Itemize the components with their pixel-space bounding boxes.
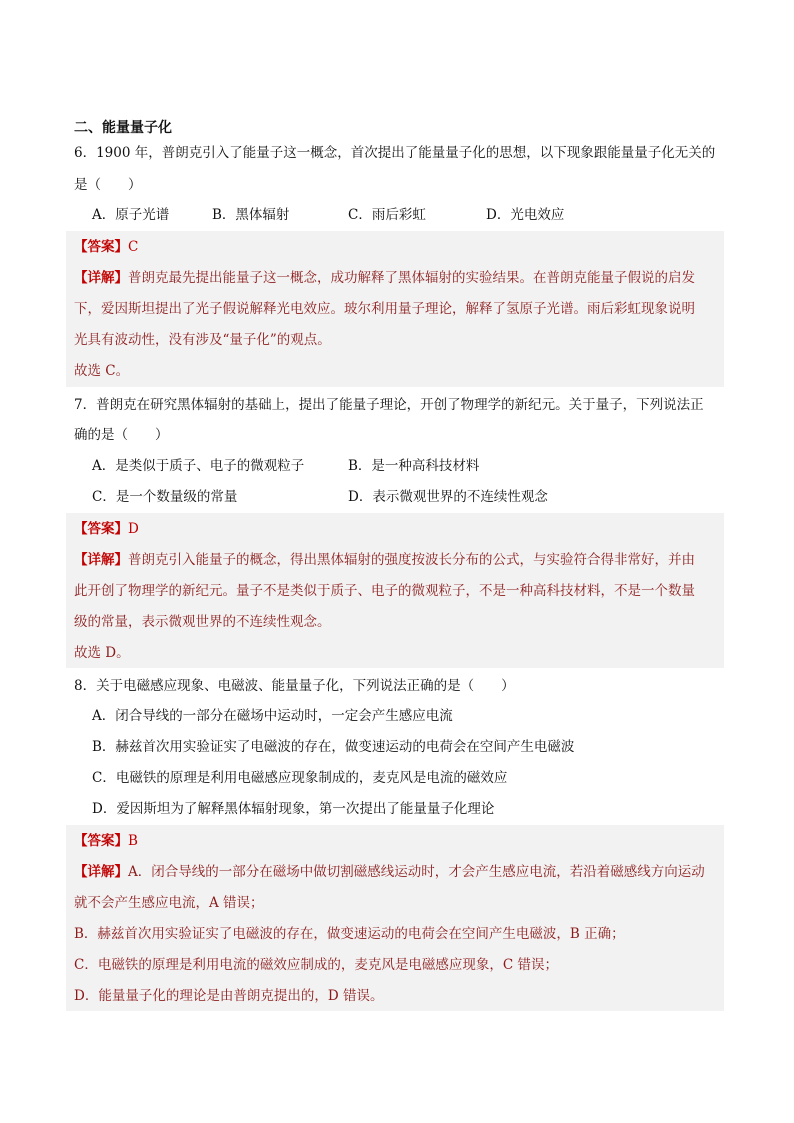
q7-answer-value: D — [128, 521, 139, 537]
q8-answer — [74, 831, 138, 851]
q8-option-d-row — [92, 799, 732, 821]
q8-detail-line3: B．赫兹首次用实验证实了电磁波的存在，做变速运动的电荷会在空间产生电磁波，B 正确； — [74, 926, 625, 942]
q8-answer-panel — [66, 825, 724, 1011]
q8-answer-value: B — [128, 833, 138, 849]
q6-detail-line3: 光具有波动性，没有涉及“量子化”的观点。 — [74, 332, 331, 348]
q6-option-d: D．光电效应 — [486, 207, 565, 223]
q7-option-a: A．是类似于质子、电子的微观粒子 — [92, 458, 305, 474]
q6-detail-label: 【详解】 — [74, 270, 128, 286]
q8-option-b-row — [92, 737, 732, 759]
q8-option-a: A．闭合导线的一部分在磁场中运动时，一定会产生感应电流 — [92, 708, 453, 724]
q8-option-b: B．赫兹首次用实验证实了电磁波的存在，做变速运动的电荷会在空间产生电磁波 — [92, 739, 575, 755]
q7-conclusion: 故选 D。 — [74, 645, 130, 661]
q6-option-c: C．雨后彩虹 — [348, 207, 426, 223]
q6-option-a: A．原子光谱 — [92, 207, 170, 223]
q8-detail-label: 【详解】 — [74, 864, 128, 880]
q7-answer — [74, 519, 139, 539]
q7-stem-line1: 7．普朗克在研究黑体辐射的基础上，提出了能量子理论，开创了物理学的新纪元。关于量子，下列说法正 — [74, 397, 704, 413]
q8-detail-text1: A．闭合导线的一部分在磁场中做切割磁感线运动时，才会产生感应电流，若沿着磁感线方向运动 — [128, 864, 705, 880]
q8-option-a-row — [92, 706, 732, 728]
q8-option-c: C．电磁铁的原理是利用电磁感应现象制成的，麦克风是电流的磁效应 — [92, 770, 508, 786]
q6-stem-line1: 6．1900 年，普朗克引入了能量子这一概念，首次提出了能量量子化的思想，以下现象跟能量量子化无关的 — [74, 145, 716, 161]
q7-detail-line2: 此开创了物理学的新纪元。量子不是类似于质子、电子的微观粒子，不是一种高科技材料，不是一个数量 — [74, 583, 695, 599]
q6-detail-line2: 下，爱因斯坦提出了光子假说解释光电效应。玻尔利用量子理论，解释了氢原子光谱。雨后彩虹现象说明 — [74, 301, 695, 317]
q8-option-c-row — [92, 768, 732, 790]
q6-conclusion: 故选 C。 — [74, 363, 130, 379]
q7-stem-line2: 确的是（ ） — [74, 427, 169, 443]
q7-options-row2 — [92, 487, 732, 509]
q6-answer-value: C — [128, 239, 139, 255]
section-title: 二、能量量子化 — [74, 120, 172, 136]
q8-detail-line1 — [74, 862, 705, 882]
q7-answer-panel — [66, 513, 724, 668]
q7-detail-line3: 级的常量，表示微观世界的不连续性观念。 — [74, 614, 331, 630]
q6-option-b: B．黑体辐射 — [212, 207, 290, 223]
q6-options — [92, 205, 732, 227]
q6-answer-panel — [66, 231, 724, 387]
q7-detail-label: 【详解】 — [74, 552, 128, 568]
q7-option-d: D．表示微观世界的不连续性观念 — [348, 489, 548, 505]
q7-answer-label: 【答案】 — [74, 521, 128, 537]
q8-option-d: D．爱因斯坦为了解释黑体辐射现象，第一次提出了能量量子化理论 — [92, 801, 495, 817]
q8-detail-line5: D．能量量子化的理论是由普朗克提出的，D 错误。 — [74, 988, 384, 1004]
q8-detail-line2: 就不会产生感应电流，A 错误； — [74, 895, 264, 911]
q8-answer-label: 【答案】 — [74, 833, 128, 849]
q6-answer — [74, 237, 138, 257]
q7-option-b: B．是一种高科技材料 — [348, 458, 480, 474]
q6-answer-label: 【答案】 — [74, 239, 128, 255]
q7-options-row1 — [92, 456, 732, 478]
q6-stem-line2: 是（ ） — [74, 177, 142, 193]
q7-option-c: C．是一个数量级的常量 — [92, 489, 238, 505]
q8-detail-line4: C．电磁铁的原理是利用电流的磁效应制成的，麦克风是电磁感应现象，C 错误； — [74, 957, 558, 973]
q6-detail-line1 — [74, 268, 695, 288]
q7-detail-line1 — [74, 550, 695, 570]
q8-stem: 8．关于电磁感应现象、电磁波、能量量子化，下列说法正确的是（ ） — [74, 678, 515, 694]
q7-detail-text1: 普朗克引入能量子的概念，得出黑体辐射的强度按波长分布的公式，与实验符合得非常好，并由 — [128, 552, 695, 568]
q6-detail-text1: 普朗克最先提出能量子这一概念，成功解释了黑体辐射的实验结果。在普朗克能量子假说的启发 — [128, 270, 695, 286]
